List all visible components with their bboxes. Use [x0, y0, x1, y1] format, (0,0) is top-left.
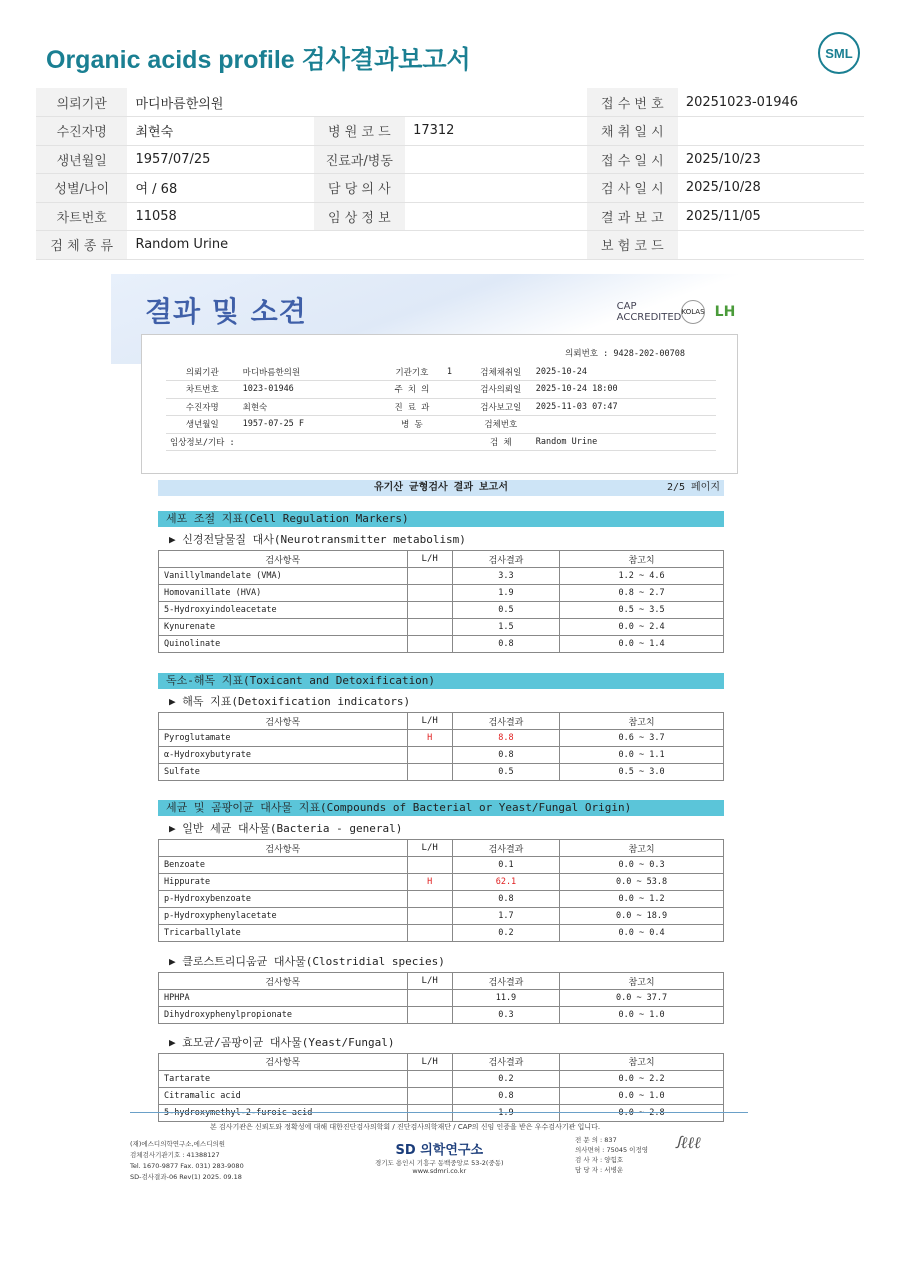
result-row	[159, 990, 724, 1007]
result-value: 0.5	[452, 602, 559, 619]
result-row	[159, 891, 724, 908]
result-value: 0.8	[452, 1087, 559, 1104]
field-value: 여 / 68	[127, 174, 313, 203]
info-row	[166, 433, 716, 451]
tester: 검 사 자 : 양힘호	[575, 1156, 624, 1164]
test-item: Vanillylmandelate (VMA)	[159, 568, 408, 585]
field-label: 병 원 코 드	[314, 117, 405, 146]
test-item: Kynurenate	[159, 619, 408, 636]
column-header: L/H	[407, 1053, 452, 1070]
result-value: 0.8	[452, 747, 559, 764]
reference-range: 0.0 ~ 53.8	[560, 874, 724, 891]
column-header: L/H	[407, 973, 452, 990]
patient-row	[36, 145, 864, 174]
flag	[407, 619, 452, 636]
result-header-row	[159, 713, 724, 730]
subsection-title: ▶ 클로스트리디움균 대사물(Clostridial species)	[169, 955, 445, 968]
info-value	[532, 416, 716, 434]
sml-logo: SML	[818, 32, 860, 74]
test-item: Sulfate	[159, 764, 408, 781]
result-row	[159, 568, 724, 585]
info-row	[166, 416, 716, 434]
result-value: 8.8	[452, 730, 559, 747]
signature: ꭍℓℓℓ	[675, 1133, 701, 1152]
lh-logo: LH	[714, 304, 736, 320]
reference-range: 0.0 ~ 2.2	[560, 1070, 724, 1087]
info-label: 기관기호	[381, 363, 443, 381]
field-value: 17312	[405, 117, 587, 146]
field-value: 최현숙	[127, 117, 313, 146]
reference-range: 1.2 ~ 4.6	[560, 568, 724, 585]
result-row	[159, 585, 724, 602]
field-value	[678, 117, 864, 146]
patient-info-table	[36, 88, 864, 260]
info-value: 1	[443, 363, 470, 381]
test-item: HPHPA	[159, 990, 408, 1007]
test-item: 5-Hydroxyindoleacetate	[159, 602, 408, 619]
info-value: 최현숙	[239, 398, 381, 416]
flag	[407, 925, 452, 942]
result-row	[159, 1070, 724, 1087]
field-label: 검 사 일 시	[587, 174, 678, 203]
reference-range: 0.0 ~ 18.9	[560, 908, 724, 925]
test-item: p-Hydroxybenzoate	[159, 891, 408, 908]
test-item: Quinolinate	[159, 636, 408, 653]
field-label: 성별/나이	[36, 174, 127, 203]
info-label: 검체번호	[470, 416, 532, 434]
patient-row	[36, 117, 864, 146]
column-header: L/H	[407, 840, 452, 857]
result-value: 62.1	[452, 874, 559, 891]
result-row	[159, 874, 724, 891]
section-header: 세포 조절 지표(Cell Regulation Markers)	[158, 511, 724, 527]
result-header-row	[159, 1053, 724, 1070]
flag	[407, 585, 452, 602]
result-row	[159, 1007, 724, 1024]
column-header: 검사항목	[159, 840, 408, 857]
result-header-row	[159, 973, 724, 990]
accreditation-note: 본 검사기관은 신뢰도와 정확성에 대해 대한진단검사의학회 / 진단검사의학재단 / CAP의 신임 인증을 받은 우수검사기관 입니다.	[210, 1123, 601, 1131]
lab-phone: Tel. 1670-9877 Fax. 031) 283-9080	[130, 1162, 244, 1170]
section-header: 세균 및 곰팡이균 대사물 지표(Compounds of Bacterial or Yeast/Fungal Origin)	[158, 800, 724, 816]
info-label	[381, 433, 443, 451]
info-value	[239, 433, 381, 451]
field-value	[405, 231, 587, 260]
field-value: 2025/11/05	[678, 202, 864, 231]
info-label: 수진자명	[166, 398, 239, 416]
reference-range: 0.0 ~ 1.4	[560, 636, 724, 653]
info-row	[166, 363, 716, 381]
flag	[407, 1087, 452, 1104]
result-row	[159, 602, 724, 619]
flag	[407, 568, 452, 585]
column-header: L/H	[407, 713, 452, 730]
reference-range: 0.0 ~ 0.3	[560, 857, 724, 874]
test-item: 5-hydroxymethyl-2-furoic acid	[159, 1104, 408, 1121]
info-label: 검사의뢰일	[470, 381, 532, 399]
result-row	[159, 747, 724, 764]
accreditation-logos	[616, 300, 737, 324]
info-label: 병 동	[381, 416, 443, 434]
column-header: 검사결과	[452, 713, 559, 730]
column-header: 검사항목	[159, 551, 408, 568]
flag: H	[407, 874, 452, 891]
request-number: 의뢰번호 : 9428-202-00708	[565, 349, 685, 359]
result-value: 0.1	[452, 857, 559, 874]
field-label: 검 체 종 류	[36, 231, 127, 260]
column-header: 참고치	[560, 1053, 724, 1070]
field-value	[405, 202, 587, 231]
flag	[407, 891, 452, 908]
kolas-logo: KOLAS	[681, 300, 705, 324]
field-label: 접 수 번 호	[587, 88, 678, 117]
flag	[407, 908, 452, 925]
result-header-row	[159, 840, 724, 857]
field-value	[405, 88, 587, 117]
flag: H	[407, 730, 452, 747]
reference-range: 0.0 ~ 1.0	[560, 1007, 724, 1024]
info-value: Random Urine	[532, 433, 716, 451]
flag	[407, 602, 452, 619]
field-label: 진료과/병동	[314, 145, 405, 174]
field-label: 수진자명	[36, 117, 127, 146]
field-value: 2025/10/28	[678, 174, 864, 203]
report-info-box	[141, 334, 738, 474]
info-value	[443, 398, 470, 416]
flag	[407, 764, 452, 781]
reference-range: 0.5 ~ 3.5	[560, 602, 724, 619]
manager: 담 당 자 : 서병운	[575, 1166, 624, 1174]
column-header: 검사결과	[452, 840, 559, 857]
test-item: Tartarate	[159, 1070, 408, 1087]
flag	[407, 857, 452, 874]
specialist: 전 문 의 : 837	[575, 1136, 617, 1144]
info-value	[443, 381, 470, 399]
column-header: 검사결과	[452, 973, 559, 990]
column-header: 참고치	[560, 973, 724, 990]
result-row	[159, 908, 724, 925]
subsection-title: ▶ 효모균/곰팡이균 대사물(Yeast/Fungal)	[169, 1035, 395, 1049]
report-title: 결과 및 소견	[145, 295, 307, 328]
sd-brand-logo: SD 의학연구소	[395, 1143, 484, 1158]
test-item: Tricarballylate	[159, 925, 408, 942]
result-value: 1.7	[452, 908, 559, 925]
test-item: Pyroglutamate	[159, 730, 408, 747]
info-value: 마디바름한의원	[239, 363, 381, 381]
patient-row	[36, 231, 864, 260]
flag	[407, 636, 452, 653]
cap-logo: CAP ACCREDITED	[616, 301, 682, 323]
footer-brand	[375, 1139, 504, 1175]
column-header: 참고치	[560, 713, 724, 730]
column-header: 검사결과	[452, 1053, 559, 1070]
field-value: 마디바름한의원	[127, 88, 313, 117]
subsection-title: ▶ 일반 세균 대사물(Bacteria - general)	[169, 822, 403, 835]
field-label: 의뢰기관	[36, 88, 127, 117]
field-value	[405, 174, 587, 203]
info-value: 2025-10-24	[532, 363, 716, 381]
test-item: p-Hydroxyphenylacetate	[159, 908, 408, 925]
info-value: 1957-07-25 F	[239, 416, 381, 434]
field-label: 채 취 일 시	[587, 117, 678, 146]
result-value: 1.9	[452, 585, 559, 602]
report-subtitle: 유기산 균형검사 결과 보고서	[374, 482, 508, 493]
reference-range: 0.0 ~ 0.4	[560, 925, 724, 942]
info-value: 1023-01946	[239, 381, 381, 399]
result-row	[159, 1087, 724, 1104]
info-value: 2025-10-24 18:00	[532, 381, 716, 399]
info-value: 2025-11-03 07:47	[532, 398, 716, 416]
column-header: L/H	[407, 551, 452, 568]
field-value: 11058	[127, 202, 313, 231]
test-item: Hippurate	[159, 874, 408, 891]
result-row	[159, 925, 724, 942]
patient-row	[36, 88, 864, 117]
lab-address: 경기도 용인시 기흥구 동백중앙로 53-2(중동)	[375, 1159, 504, 1167]
result-header-row	[159, 551, 724, 568]
field-value: Random Urine	[127, 231, 313, 260]
reference-range: 0.0 ~ 2.8	[560, 1104, 724, 1121]
info-label: 검체채취일	[470, 363, 532, 381]
flag	[407, 1070, 452, 1087]
info-value	[443, 416, 470, 434]
field-label: 생년월일	[36, 145, 127, 174]
footer-lab-info	[130, 1139, 244, 1183]
test-item: Benzoate	[159, 857, 408, 874]
field-label: 보 험 코 드	[587, 231, 678, 260]
field-value: 20251023-01946	[678, 88, 864, 117]
result-value: 11.9	[452, 990, 559, 1007]
field-value: 1957/07/25	[127, 145, 313, 174]
column-header: 검사항목	[159, 1053, 408, 1070]
info-label: 주 치 의	[381, 381, 443, 399]
footer-signatories	[575, 1135, 648, 1175]
patient-row	[36, 202, 864, 231]
result-table	[158, 972, 724, 1024]
info-row	[166, 398, 716, 416]
info-label: 임상정보/기타 :	[166, 433, 239, 451]
field-label: 접 수 일 시	[587, 145, 678, 174]
reference-range: 0.5 ~ 3.0	[560, 764, 724, 781]
test-item: α-Hydroxybutyrate	[159, 747, 408, 764]
column-header: 검사항목	[159, 973, 408, 990]
field-label: 담 당 의 사	[314, 174, 405, 203]
report-image	[111, 274, 767, 1118]
field-value	[678, 231, 864, 260]
flag	[407, 1007, 452, 1024]
reference-range: 0.0 ~ 1.1	[560, 747, 724, 764]
info-label: 검사보고일	[470, 398, 532, 416]
reference-range: 0.8 ~ 2.7	[560, 585, 724, 602]
license: 의사면허 : 75045 이정영	[575, 1146, 649, 1154]
result-value: 0.2	[452, 1070, 559, 1087]
result-value: 0.8	[452, 636, 559, 653]
info-label: 차트번호	[166, 381, 239, 399]
info-row	[166, 381, 716, 399]
field-label: 차트번호	[36, 202, 127, 231]
reference-range: 0.0 ~ 37.7	[560, 990, 724, 1007]
result-table	[158, 550, 724, 653]
field-value	[405, 145, 587, 174]
lab-name: (재)에스디의학연구소,에스디의원	[130, 1140, 226, 1148]
result-row	[159, 730, 724, 747]
page-title: Organic acids profile 검사결과보고서	[46, 46, 471, 74]
lab-code: 검체검사기관기호 : 41388127	[130, 1151, 220, 1159]
report-info-table	[166, 363, 716, 451]
subsection-title: ▶ 해독 지표(Detoxification indicators)	[169, 695, 411, 708]
info-label: 의뢰기관	[166, 363, 239, 381]
result-value: 1.9	[452, 1104, 559, 1121]
lab-website: www.sdmri.co.kr	[412, 1167, 467, 1175]
flag	[407, 990, 452, 1007]
test-item: Dihydroxyphenylpropionate	[159, 1007, 408, 1024]
info-label: 생년월일	[166, 416, 239, 434]
reference-range: 0.0 ~ 1.2	[560, 891, 724, 908]
form-rev: SD-검사결과-06 Rev(1) 2025. 09.18	[130, 1173, 242, 1181]
result-row	[159, 764, 724, 781]
section-header: 독소-해독 지표(Toxicant and Detoxification)	[158, 673, 724, 689]
flag	[407, 747, 452, 764]
result-row	[159, 619, 724, 636]
test-item: Citramalic acid	[159, 1087, 408, 1104]
subsection-title: ▶ 신경전달물질 대사(Neurotransmitter metabolism)	[169, 533, 466, 546]
result-value: 0.2	[452, 925, 559, 942]
result-value: 0.8	[452, 891, 559, 908]
report-title-bar	[158, 480, 724, 496]
info-value	[443, 433, 470, 451]
patient-row	[36, 174, 864, 203]
result-table	[158, 712, 724, 781]
column-header: 검사결과	[452, 551, 559, 568]
result-value: 3.3	[452, 568, 559, 585]
result-row	[159, 857, 724, 874]
column-header: 참고치	[560, 551, 724, 568]
result-value: 1.5	[452, 619, 559, 636]
result-row	[159, 636, 724, 653]
test-item: Homovanillate (HVA)	[159, 585, 408, 602]
info-label: 진 료 과	[381, 398, 443, 416]
column-header: 참고치	[560, 840, 724, 857]
reference-range: 0.0 ~ 2.4	[560, 619, 724, 636]
reference-range: 0.0 ~ 1.0	[560, 1087, 724, 1104]
field-value: 2025/10/23	[678, 145, 864, 174]
result-table	[158, 839, 724, 942]
info-label: 검 체	[470, 433, 532, 451]
column-header: 검사항목	[159, 713, 408, 730]
reference-range: 0.6 ~ 3.7	[560, 730, 724, 747]
field-label: 임 상 정 보	[314, 202, 405, 231]
page-number: 2/5 페이지	[666, 482, 720, 493]
result-value: 0.5	[452, 764, 559, 781]
field-label	[314, 231, 405, 260]
field-label	[314, 88, 405, 117]
field-label: 결 과 보 고	[587, 202, 678, 231]
result-value: 0.3	[452, 1007, 559, 1024]
